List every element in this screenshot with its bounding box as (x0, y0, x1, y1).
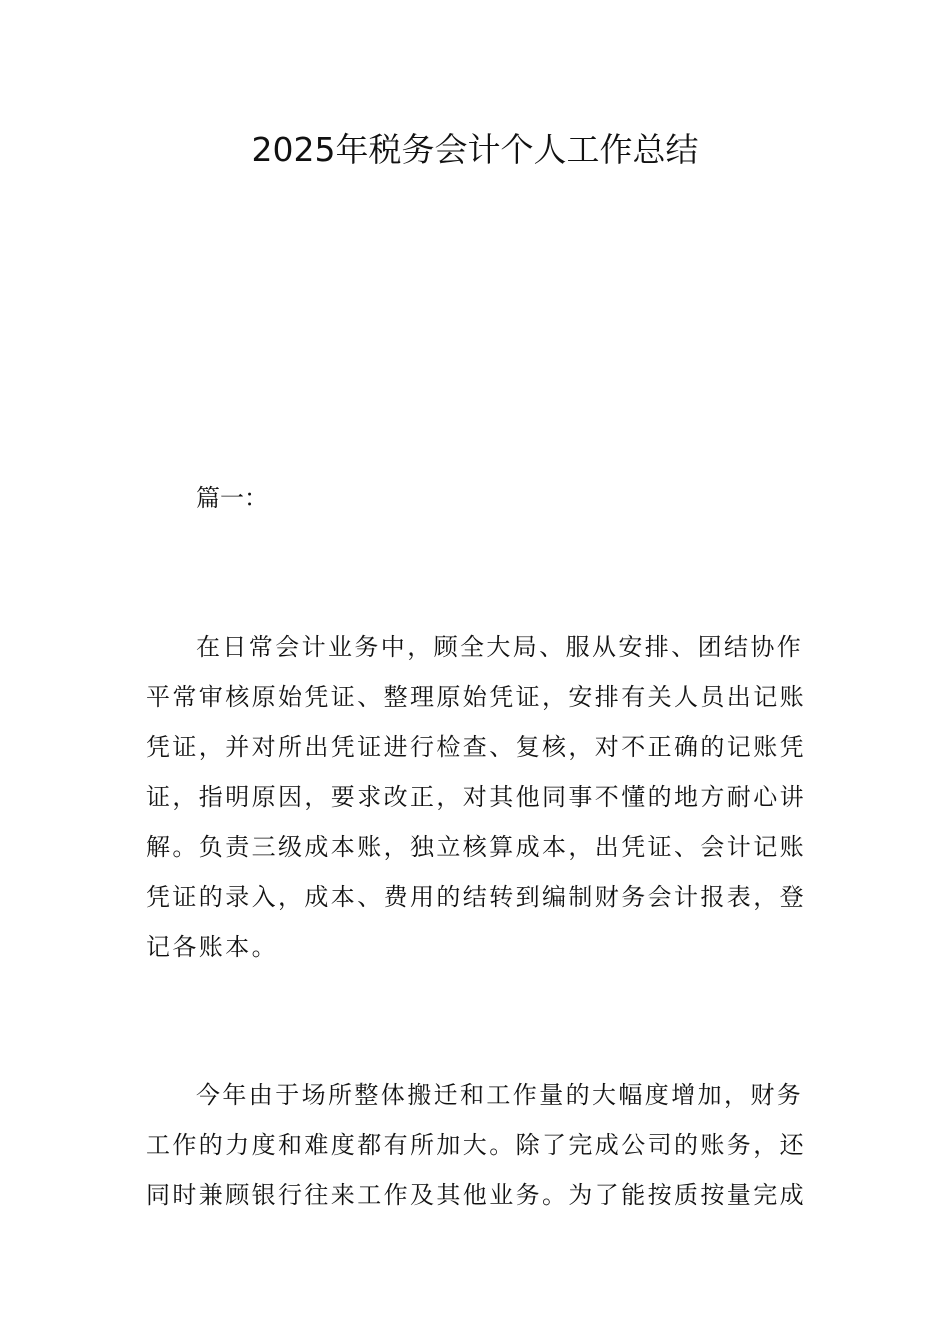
paragraph-line: 平常审核原始凭证、整理原始凭证，安排有关人员出记账 (146, 683, 806, 711)
paragraph-line: 凭证的录入，成本、费用的结转到编制财务会计报表，登 (146, 883, 806, 911)
paragraph-line: 今年由于场所整体搬迁和工作量的大幅度增加，财务 (196, 1081, 804, 1109)
paragraph-line: 在日常会计业务中，顾全大局、服从安排、团结协作 (196, 633, 804, 661)
section-label: 篇一： (196, 484, 268, 512)
paragraph-1 (146, 622, 806, 972)
paragraph-line: 证，指明原因，要求改正，对其他同事不懂的地方耐心讲 (146, 783, 806, 811)
paragraph-line: 同时兼顾银行往来工作及其他业务。为了能按质按量完成 (146, 1181, 806, 1209)
paragraph-2 (146, 1070, 806, 1220)
paragraph-line: 凭证，并对所出凭证进行检查、复核，对不正确的记账凭 (146, 733, 806, 761)
paragraph-line: 记各账本。 (146, 933, 278, 961)
paragraph-line: 工作的力度和难度都有所加大。除了完成公司的账务，还 (146, 1131, 806, 1159)
paragraph-line: 解。负责三级成本账，独立核算成本，出凭证、会计记账 (146, 833, 806, 861)
document-title: 2025年税务会计个人工作总结 (251, 130, 699, 169)
